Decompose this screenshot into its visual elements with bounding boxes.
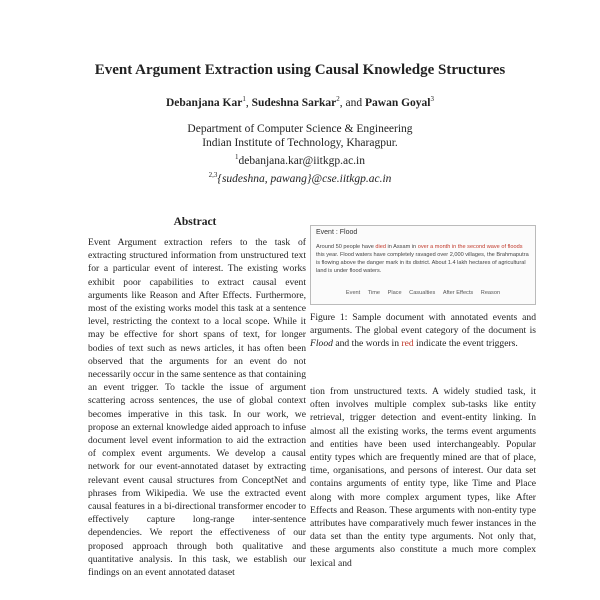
- caption-part: Figure 1: Sample document with annotated events and arguments. The global event category of the document is: [310, 312, 536, 336]
- abstract-heading: Abstract: [173, 216, 217, 228]
- type-label: Time: [367, 290, 381, 296]
- author-list: [0, 95, 600, 109]
- figure-text-part: this year. Flood waters have completely ravaged over 2,000 villages, the Brahmaputra is flowing above the danger mark in its district. About 1.4 lakh hectares of agricultural land is under flood waters.: [316, 252, 529, 274]
- figure-1: [310, 225, 536, 305]
- email-line-2: [0, 168, 600, 186]
- author-sep: ,: [245, 96, 252, 109]
- body-text: tion from unstructured texts. A widely studied task, it often involves multiple complex sub-tasks like entity retrieval, trigger detection and event-entity linking. In almost all the existing works, the terms event arguments and entities have been used interchangeably. Popular entity types which are frequently mined are that of place, time, organisations, and persons of interest. Our data set contains arguments of entity type, like Time and Place along with more complex argument types, like After Effects and Reason. These arguments with non-entity type attributes have comparatively much fewer instances in the data set than the entity type arguments. Not only that, these arguments also constitute a much more complex lexical and: [310, 386, 536, 569]
- affiliation-inst: Indian Institute of Technology, Kharagpur.: [202, 137, 398, 149]
- affiliation: [0, 122, 600, 186]
- figure-caption: [310, 312, 536, 350]
- event-trigger: over a month in the second wave of floods: [417, 244, 523, 250]
- affiliation-dept: Department of Computer Science & Engineering: [187, 123, 413, 135]
- event-trigger: died: [375, 244, 386, 250]
- figure-text-part: Around 50 people have: [316, 244, 376, 250]
- type-label: Reason: [480, 290, 501, 296]
- email-sup: 2,3: [208, 170, 218, 179]
- author-name: Pawan Goyal: [365, 96, 431, 109]
- email: {sudeshna, pawang}@cse.iitkgp.ac.in: [217, 172, 392, 185]
- figure-type-legend: [311, 290, 535, 296]
- author-sup: 3: [430, 95, 435, 103]
- paper-title: Event Argument Extraction using Causal Knowledge Structures: [94, 62, 506, 78]
- figure-text-part: in Assam in: [385, 244, 418, 250]
- type-label: After Effects: [442, 290, 474, 296]
- email-sup: 1: [235, 153, 239, 161]
- author-sup: 1: [242, 95, 246, 103]
- type-label: Event: [345, 290, 361, 296]
- author-sup: 2: [336, 95, 340, 103]
- author-and: , and: [339, 96, 366, 109]
- abstract-text: Event Argument extraction refers to the task of extracting structured information from unstructured text for a particular event of interest. The existing works exhibit poor capabilities to extract causal event arguments like Reason and After Effects. Furthermore, most of the existing works model this task at a sentence level, restricting the context to a local scope. While it may be effective for short spans of text, for longer bodies of text such as news articles, it has often been observed that the arguments for an event do not necessarily occur in the same sentence as that containing an event trigger. To tackle the issue of argument scattering across sentences, the use of global context becomes imperative in this task. In our work, we propose an external knowledge aided approach to infuse document level event information to aid the extraction of complex event arguments. We develop a causal network for our event-annotated dataset by extracting relevant event causal structures from ConceptNet and phrases from Wikipedia. We use the extracted event causal features in a bi-directional transformer encoder to effectively capture long-range inter-sentence dependencies. We report the effectiveness of our proposed approach through both qualitative and quantitative analysis. In this task, we establish our findings on an event annotated dataset: [88, 237, 306, 579]
- caption-red-word: red: [401, 337, 414, 349]
- email: debanjana.kar@iitkgp.ac.in: [238, 154, 365, 167]
- type-label: Casualties: [409, 290, 436, 296]
- figure-text: [316, 243, 530, 275]
- caption-event-word: Flood: [310, 337, 333, 349]
- caption-part: indicate the event triggers.: [413, 337, 518, 349]
- caption-part: and the words in: [332, 337, 402, 349]
- email-line-1: [0, 150, 600, 168]
- figure-event-label: Event : Flood: [316, 229, 358, 236]
- author-name: Sudeshna Sarkar: [251, 96, 337, 109]
- type-label: Place: [387, 290, 402, 296]
- author-name: Debanjana Kar: [165, 96, 243, 109]
